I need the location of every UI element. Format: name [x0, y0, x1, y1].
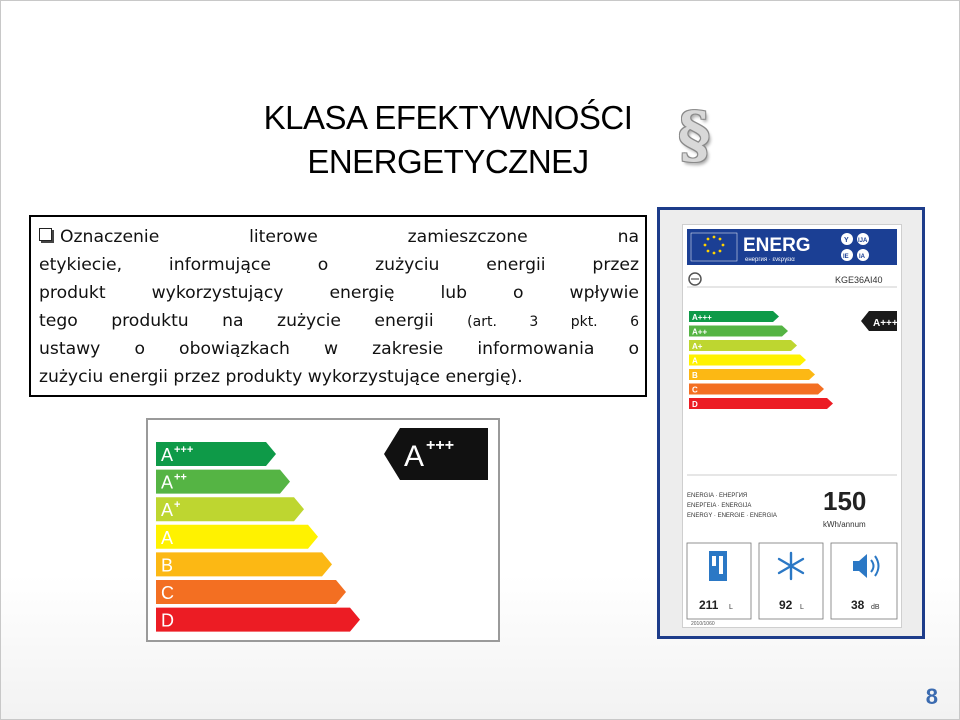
label-class-bar	[689, 340, 797, 351]
slide-title	[218, 96, 678, 184]
label-badge-4: IA	[859, 254, 865, 260]
energy-class-label: B	[161, 555, 174, 576]
energy-class-label: A	[161, 472, 174, 493]
rating-badge-letter: A	[404, 440, 425, 473]
label-class-bar	[689, 384, 824, 395]
textbox-line-2: etykiecie, informujące o zużyciu energii przez	[39, 255, 639, 275]
paragraph-section-icon: §	[678, 98, 711, 171]
energy-class-bar	[156, 525, 318, 549]
label-freezer-unit: L	[800, 604, 804, 611]
textbox-line-6: zużyciu energii przez produkty wykorzystujące energię).	[39, 367, 523, 387]
label-class-text: A++	[692, 327, 708, 337]
label-langs-3: ENERGY · ENERGIE · ENERGIA	[687, 513, 777, 519]
label-freezer-volume: 92	[779, 598, 793, 612]
label-kwh-unit: kWh/annum	[823, 520, 866, 529]
label-class-bar	[689, 355, 806, 366]
definition-text-4: tego produktu na zużycie energii	[39, 311, 434, 331]
rating-badge-sup: +++	[426, 437, 455, 454]
title-line-2: ENERGETYCZNEJ	[307, 143, 589, 180]
fridge-compartment-icon	[709, 551, 727, 581]
freezer-snowflake-icon	[779, 553, 803, 579]
energy-class-sup: ++	[174, 471, 187, 484]
energy-class-label: A	[161, 445, 174, 465]
label-kwh-value: 150	[823, 486, 867, 516]
energy-class-label: C	[161, 583, 174, 603]
energy-class-sup: +	[174, 499, 181, 512]
label-energ-title: ENERG	[743, 235, 811, 256]
energy-scale-panel	[146, 418, 500, 642]
label-class-text: A	[692, 356, 698, 366]
label-langs-1: ENERGIA · ЕНЕРГИЯ	[687, 493, 748, 499]
definition-text-1: Oznaczenie literowe zamieszczone na	[60, 227, 639, 247]
energy-class-bar	[156, 608, 360, 632]
definition-textbox	[29, 215, 647, 397]
textbox-line-3: produkt wykorzystujący energię lub o wpływie	[39, 283, 639, 303]
label-class-text: A+	[692, 342, 703, 351]
label-class-text: B	[692, 371, 698, 380]
label-badge-2: IJA	[858, 238, 868, 244]
label-badge-3: IE	[843, 254, 849, 260]
rating-badge	[384, 428, 488, 480]
label-class-text: D	[692, 400, 698, 409]
label-langs-2: ΕΝΕΡΓΕΙΑ · ENERGIJA	[687, 503, 752, 509]
energy-class-label: D	[161, 610, 174, 631]
label-fresh-unit: L	[729, 604, 733, 611]
energy-label-drawing	[683, 225, 901, 627]
noise-speaker-icon	[853, 554, 879, 578]
label-class-bar	[689, 369, 815, 380]
label-class-text: C	[692, 385, 698, 395]
textbox-line-1	[39, 223, 639, 251]
label-badge-1: Y	[844, 237, 849, 244]
energy-class-bar	[156, 580, 346, 604]
label-noise-value: 38	[851, 598, 865, 612]
energy-label-sheet	[682, 224, 902, 628]
label-noise-unit: dB	[871, 604, 880, 611]
label-class-text: A+++	[692, 313, 712, 322]
textbox-line-5: ustawy o obowiązkach w zakresie informowania o	[39, 339, 639, 359]
title-line-1: KLASA EFEKTYWNOŚCI	[263, 99, 633, 136]
textbox-line-4	[39, 307, 639, 335]
label-energ-sub: енергия · ενεργεια	[745, 257, 795, 263]
label-fresh-volume: 211	[699, 598, 719, 612]
energy-class-label: A	[161, 527, 174, 548]
label-regulation: 2010/1060	[691, 621, 715, 627]
article-reference: (art. 3 pkt. 6	[467, 314, 639, 330]
label-class-bar	[689, 398, 833, 409]
checkbox-bullet-icon	[39, 228, 52, 241]
energy-class-sup: +++	[174, 444, 194, 456]
label-rating: A+++	[873, 318, 898, 329]
energy-label-photo	[657, 207, 925, 639]
energy-class-label: A	[161, 500, 174, 521]
energy-class-bar	[156, 552, 332, 576]
label-model: KGE36AI40	[835, 275, 883, 285]
page-number: 8	[925, 684, 938, 709]
